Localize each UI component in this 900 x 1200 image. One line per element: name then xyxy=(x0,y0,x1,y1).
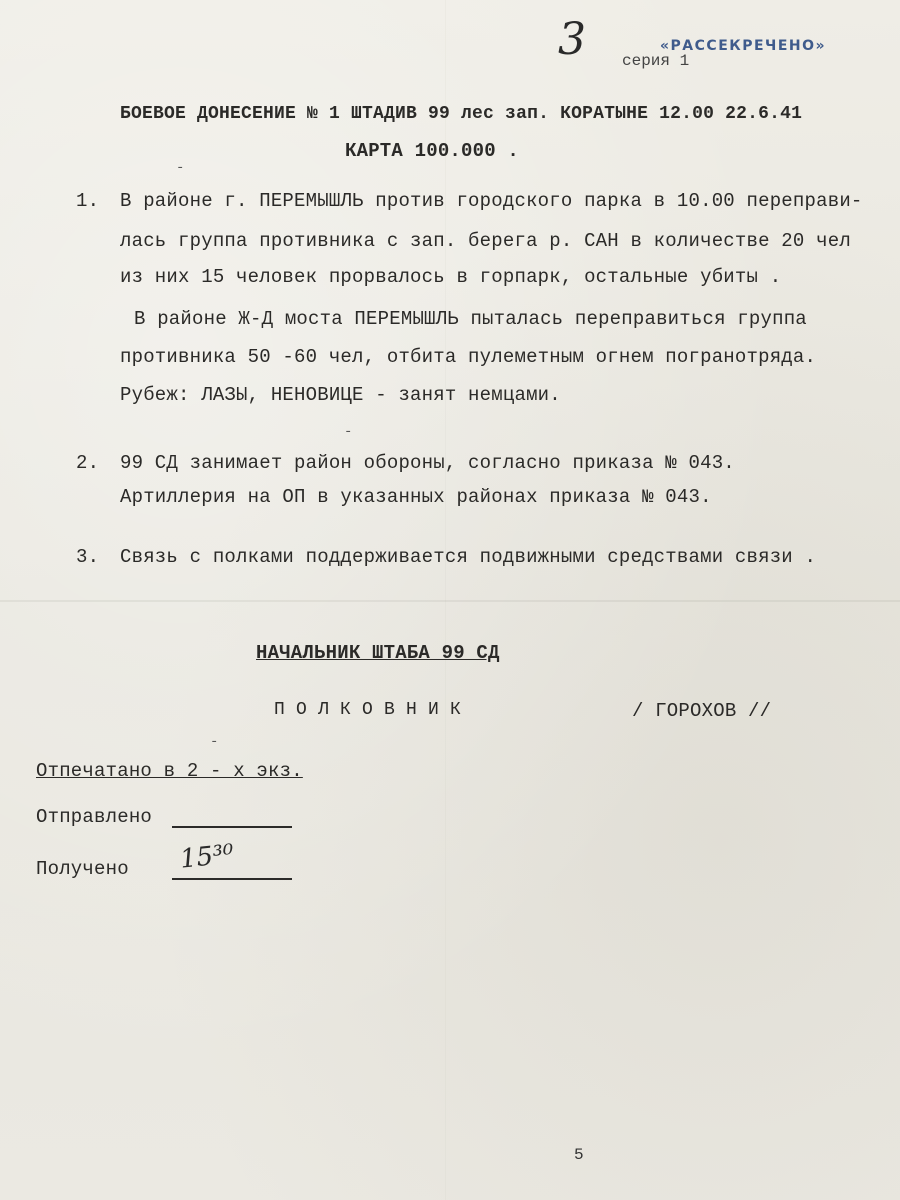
signature-rank: П О Л К О В Н И К xyxy=(274,700,462,720)
item-line: противника 50 -60 чел, отбита пулеметным огнем погранотряда. xyxy=(120,346,817,368)
mark: - xyxy=(210,734,219,750)
item-number: 3. xyxy=(76,546,100,568)
item-line: В районе Ж-Д моста ПЕРЕМЫШЛЬ пыталась переправиться группа xyxy=(134,308,807,330)
item-line: 99 СД занимает район обороны, согласно приказа № 043. xyxy=(120,452,735,474)
map-scale: КАРТА 100.000 . xyxy=(345,140,520,162)
series-label: серия 1 xyxy=(622,52,690,70)
mark: - xyxy=(176,160,185,176)
received-label: Получено xyxy=(36,858,129,880)
item-number: 2. xyxy=(76,452,100,474)
paper-fold xyxy=(0,600,900,602)
report-title: БОЕВОЕ ДОНЕСЕНИЕ № 1 ШТАДИВ 99 лес зап. КОРАТЫНЕ 12.00 22.6.41 xyxy=(120,104,803,124)
paper-fold xyxy=(445,0,446,1200)
signature-position: НАЧАЛЬНИК ШТАБА 99 СД xyxy=(256,642,500,664)
received-time: 15³⁰ xyxy=(178,839,236,875)
printed-copies: Отпечатано в 2 - х экз. xyxy=(36,760,303,782)
signature-name: / ГОРОХОВ // xyxy=(632,700,772,722)
bottom-mark: 5 xyxy=(574,1146,584,1164)
item-line: лась группа противника с зап. берега р. САН в количестве 20 чел xyxy=(120,230,851,252)
declassified-stamp: «РАССЕКРЕЧЕНО» xyxy=(660,38,827,54)
received-line xyxy=(172,878,292,880)
mark: - xyxy=(344,424,353,440)
item-line: Артиллерия на ОП в указанных районах приказа № 043. xyxy=(120,486,712,508)
sent-label: Отправлено xyxy=(36,806,153,828)
item-line: Рубеж: ЛАЗЫ, НЕНОВИЦЕ - занят немцами. xyxy=(120,384,561,406)
item-line: Связь с полками поддерживается подвижными средствами связи . xyxy=(120,546,817,568)
item-line: В районе г. ПЕРЕМЫШЛЬ против городского парка в 10.00 переправи- xyxy=(120,190,863,212)
item-number: 1. xyxy=(76,190,100,212)
sent-line xyxy=(172,826,292,828)
page-number: 3 xyxy=(558,14,586,65)
item-line: из них 15 человек прорвалось в горпарк, остальные убиты . xyxy=(120,266,782,288)
